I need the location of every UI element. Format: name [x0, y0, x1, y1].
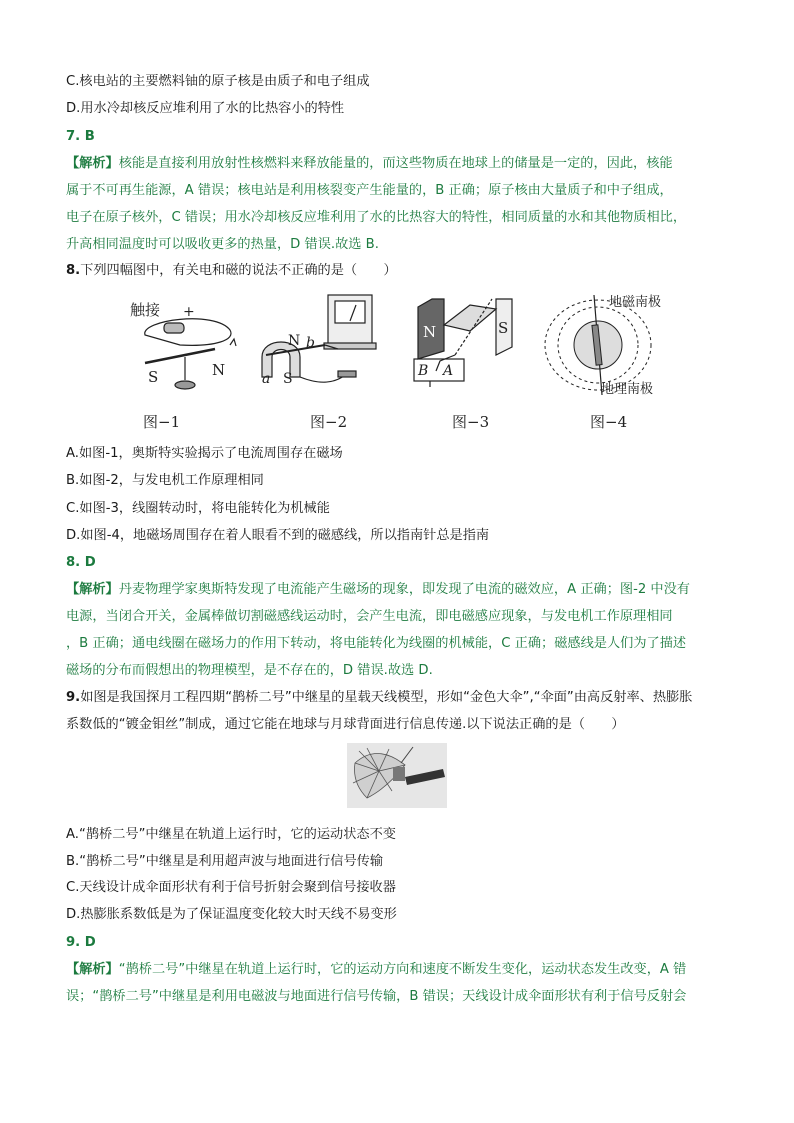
figure-1-caption: 图−1 [143, 413, 181, 431]
analysis-tag: 【解析】 [66, 156, 119, 171]
question-9-line-1 [66, 689, 692, 707]
analysis-9-line-2: 误；“鹊桥二号”中继星是利用电磁波与地面进行信号传输，B 错误；天线设计成伞面形状有利于信号反射会 [66, 989, 687, 1004]
analysis-8-line-3: ，B 正确；通电线圈在磁场力的作用下转动，将电能转化为线圈的机械能，C 正确；磁感线是人们为了描述 [66, 636, 687, 651]
option-8b: B.如图-2，与发电机工作原理相同 [66, 473, 264, 488]
question-8 [66, 262, 397, 280]
option-9d: D.热膨胀系数低是为了保证温度变化较大时天线不易变形 [66, 907, 397, 922]
analysis-7-line-3: 电子在原子核外，C 错误；用水冷却核反应堆利用了水的比热容大的特性，相同质量的水和其他物质相比， [66, 210, 687, 225]
figure-1-label-n: N [212, 361, 226, 379]
figure-4 [545, 294, 661, 397]
figure-4-label-bottom: 地理南极 [601, 382, 654, 397]
figure-1-label-touch: 触接 [130, 301, 161, 319]
option-7d: D.用水冷却核反应堆利用了水的比热容小的特性 [66, 101, 345, 116]
figure-2-label-s: S [283, 371, 293, 387]
figure-1-arrow [230, 339, 236, 346]
analysis-9-line-1 [66, 961, 686, 979]
question-number: 8. [66, 263, 81, 278]
analysis-8-line-1 [66, 581, 690, 599]
figure-3-coil [444, 305, 496, 331]
answer-8: 8. D [66, 555, 96, 570]
figure-1-base [175, 381, 195, 389]
satellite-antenna-image [347, 743, 447, 808]
analysis-7-line-4: 升高相同温度时可以吸收更多的热量，D 错误.故选 B. [66, 237, 379, 252]
figure-1-needle [145, 349, 215, 363]
analysis-8-line-2: 电源，当闭合开关，金属棒做切割磁感线运动时，会产生电流，即电磁感应现象，与发电机工作原理相同 [66, 609, 673, 624]
option-8d: D.如图-4，地磁场周围存在着人眼看不到的磁感线，所以指南针总是指南 [66, 528, 490, 543]
figure-3-caption: 图−3 [452, 413, 490, 431]
analysis-text: “鹊桥二号”中继星在轨道上运行时，它的运动方向和速度不断发生变化，运动状态发生改变，A 错 [118, 962, 687, 977]
option-9b: B.“鹊桥二号”中继星是利用超声波与地面进行信号传输 [66, 854, 384, 869]
analysis-tag: 【解析】 [66, 582, 119, 597]
analysis-7-line-1 [66, 155, 673, 173]
figure-2-caption: 图−2 [310, 413, 348, 431]
answer-7: 7. B [66, 129, 95, 144]
figure-4-label-top: 地磁南极 [609, 295, 662, 310]
figure-3-label-a: A [443, 363, 454, 379]
option-8a: A.如图-1，奥斯特实验揭示了电流周围存在磁场 [66, 446, 343, 461]
figure-3-label-s: S [498, 319, 509, 337]
option-9a: A.“鹊桥二号”中继星在轨道上运行时，它的运动状态不变 [66, 827, 396, 842]
figure-3 [414, 299, 512, 387]
figure-2-galvanometer-base [324, 343, 376, 349]
figure-1-wire-loop [145, 319, 231, 346]
figure-row-8 [0, 285, 794, 410]
figure-2 [262, 295, 376, 387]
analysis-tag: 【解析】 [66, 962, 119, 977]
figure-2-switch [338, 371, 356, 377]
figure-1-label-s: S [148, 368, 159, 386]
option-7c: C.核电站的主要燃料铀的原子核是由质子和电子组成 [66, 74, 370, 89]
analysis-8-line-4: 磁场的分布而假想出的物理模型，是不存在的，D 错误.故选 D. [66, 663, 433, 678]
figure-2-label-b: b [306, 335, 315, 351]
analysis-7-line-2: 属于不可再生能源，A 错误；核电站是利用核裂变产生能量的，B 正确；原子核由大量质子和中子组成， [66, 183, 673, 198]
question-text: 如图是我国探月工程四期“鹊桥二号”中继星的星载天线模型，形如“金色大伞”,“伞面”由高反射率、热膨胀 [80, 690, 693, 705]
question-text: 下列四幅图中，有关电和磁的说法不正确的是（ ） [80, 263, 397, 278]
figure-3-label-n: N [423, 323, 437, 341]
figure-1 [130, 301, 236, 389]
option-9c: C.天线设计成伞面形状有利于信号折射会聚到信号接收器 [66, 880, 396, 895]
figure-4-caption: 图−4 [590, 413, 628, 431]
analysis-text: 丹麦物理学家奥斯特发现了电流能产生磁场的现象，即发现了电流的磁效应，A 正确；图-2 中没有 [118, 582, 690, 597]
answer-9: 9. D [66, 935, 96, 950]
figure-1-battery [164, 323, 184, 333]
figure-2-label-n: N [288, 333, 301, 349]
figure-3-label-b: B [418, 363, 429, 379]
analysis-text: 核能是直接利用放射性核燃料来释放能量的，而这些物质在地球上的储量是一定的，因此，核能 [118, 156, 673, 171]
option-8c: C.如图-3，线圈转动时，将电能转化为机械能 [66, 501, 330, 516]
question-9-line-2: 系数低的“镀金钼丝”制成，通过它能在地球与月球背面进行信息传递.以下说法正确的是（ ） [66, 717, 625, 732]
question-number: 9. [66, 690, 81, 705]
figure-1-label-plus: + [183, 304, 195, 320]
figure-2-label-a: a [262, 371, 271, 387]
